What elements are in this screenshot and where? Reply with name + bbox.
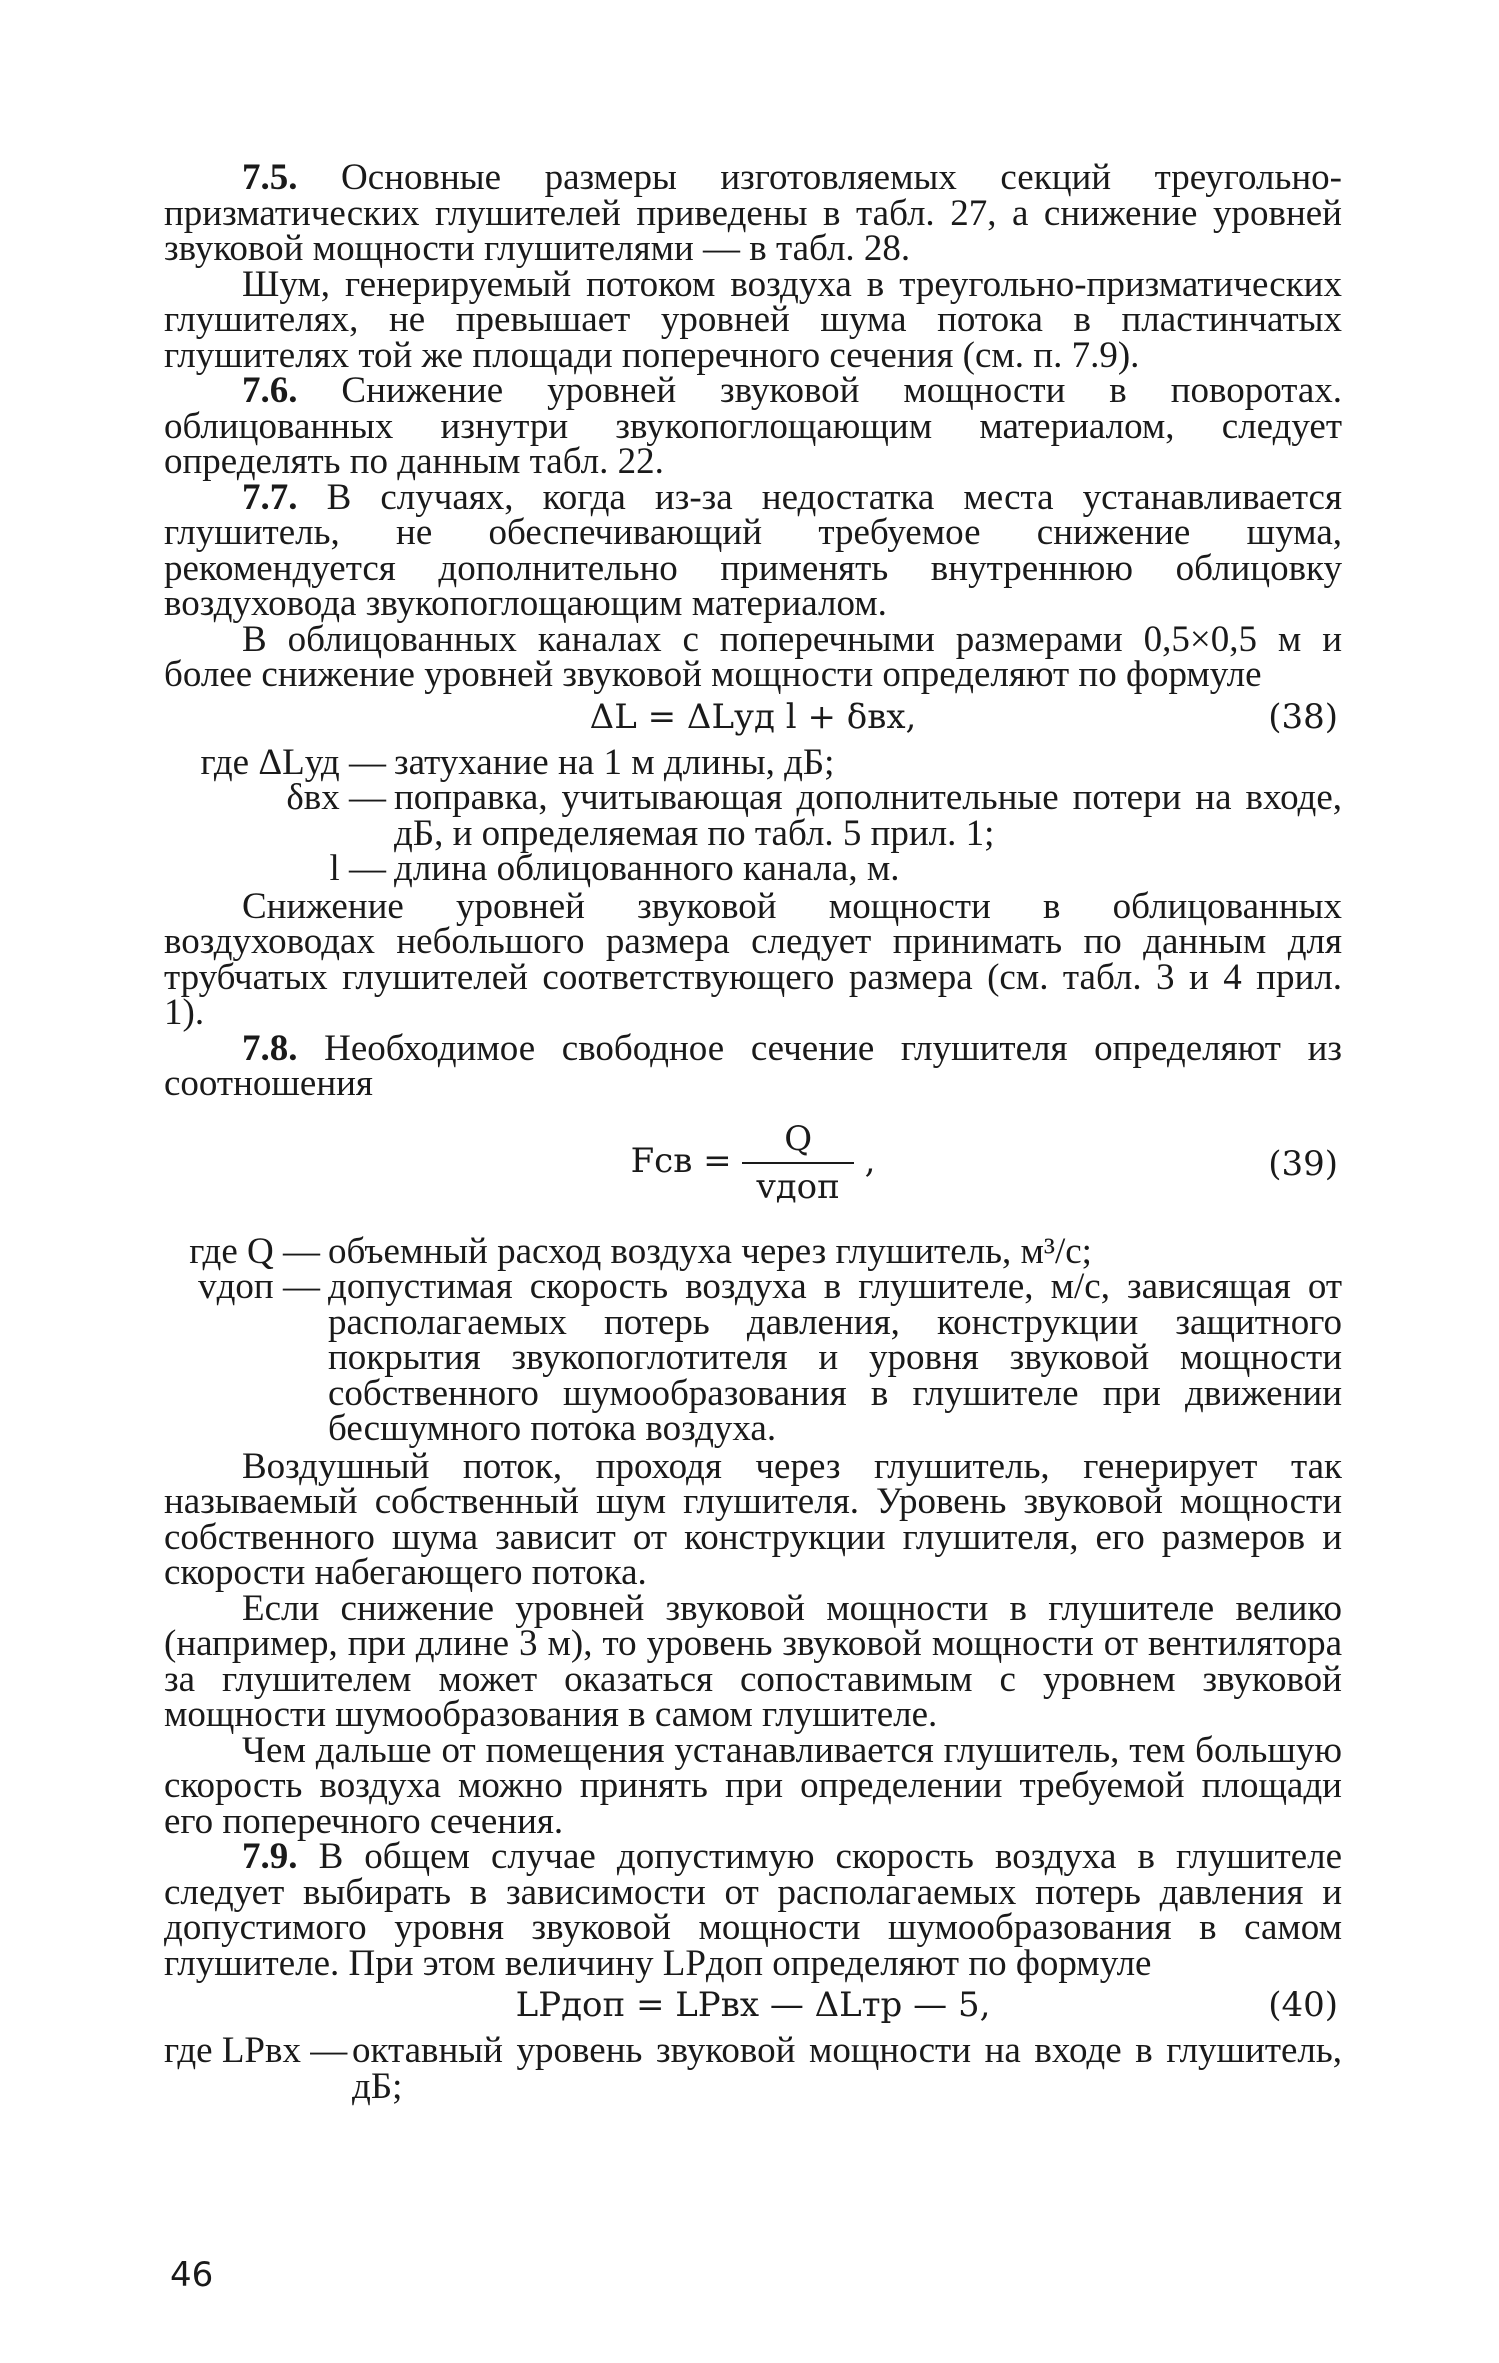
paragraph-text: Основные размеры изготовляемых секций треугольно-призматических глушителей приведены в табл. 27, а снижение уровней звуковой мощности глушителями — в табл. 28. bbox=[164, 157, 1342, 269]
paragraph-7-5 bbox=[164, 157, 1342, 269]
paragraph-text: В общем случае допустимую скорость воздуха в глушителе следует выбирать в зависимости от располагаемых потерь давления и допустимого уровня звуковой мощности шумообразования в самом глушителе. При этом величину LPдоп определяют по формуле bbox=[164, 1836, 1343, 1984]
definition-symbol: vдоп — bbox=[198, 1266, 320, 1307]
page-number: 46 bbox=[170, 2255, 214, 2295]
formula-expression: LPдоп = LPвх — ΔLтр — 5, bbox=[515, 1985, 991, 2025]
definition-row bbox=[164, 777, 1342, 854]
paragraph-self-noise: Воздушный поток, проходя через глушитель, генерирует так называемый собственный шум глушителя. Уровень звуковой мощности собственного шума зависит от конструкции глушителя, его размеров и скорости набегающего потока. bbox=[164, 1445, 1342, 1593]
formula-expression bbox=[164, 1116, 1342, 1210]
definition-text: допустимая скорость воздуха в глушителе, м/с, зависящая от располагаемых потерь давления, конструкции защитного покрытия звукопоглотителя и уровня звуковой мощности собственного шумообразования в глушителе при движении бесшумного потока воздуха. bbox=[328, 1266, 1342, 1449]
paragraph-small-ducts: Снижение уровней звуковой мощности в облицованных воздуховодах небольшого размера следует принимать по данным для трубчатых глушителей соответствующего размера (см. табл. 3 и 4 прил. 1). bbox=[164, 885, 1342, 1033]
paragraph-attenuation-large: Если снижение уровней звуковой мощности в глушителе велико (например, при длине 3 м), то уровень звуковой мощности от вентилятора за глушителем может оказаться сопоставимым с уровнем звуковой мощности шумообразования в самом глушителе. bbox=[164, 1587, 1342, 1735]
definition-symbol: где Q — bbox=[189, 1230, 320, 1272]
formula-number: (39) bbox=[1268, 1143, 1338, 1184]
paragraph-7-9 bbox=[164, 1836, 1343, 1984]
definition-symbol: где LPвх — bbox=[164, 2030, 348, 2071]
section-number: 7.6. bbox=[242, 370, 298, 411]
definitions-39 bbox=[164, 1230, 1342, 1449]
definition-row bbox=[164, 741, 1342, 783]
formula-fraction bbox=[742, 1116, 853, 1210]
text-column bbox=[164, 157, 1343, 2107]
paragraph-7-6 bbox=[164, 370, 1343, 482]
definition-text: поправка, учитывающая дополнительные потери на входе, дБ, и определяемая по табл. 5 прил. 1; bbox=[394, 777, 1342, 854]
formula-39 bbox=[164, 1102, 1342, 1230]
definition-text: затухание на 1 м длины, дБ; bbox=[394, 741, 835, 783]
formula-40 bbox=[164, 1981, 1342, 2029]
section-number: 7.8. bbox=[242, 1027, 298, 1069]
paragraph-text: Снижение уровней звуковой мощности в поворотах. облицованных изнутри звукопоглощающим материалом, следует определять по данным табл. 22. bbox=[164, 370, 1343, 482]
definition-symbol: l — bbox=[329, 848, 386, 889]
formula-left: Fсв = bbox=[630, 1140, 732, 1181]
definition-symbol: где ΔLуд — bbox=[200, 741, 386, 783]
paragraph-distance: Чем дальше от помещения устанавливается глушитель, тем большую скорость воздуха можно принять при определении требуемой площади его поперечного сечения. bbox=[164, 1729, 1342, 1842]
definition-text: объемный расход воздуха через глушитель, м³/с; bbox=[328, 1230, 1092, 1272]
formula-number: (38) bbox=[1268, 696, 1338, 737]
paragraph-lined-channels: В облицованных каналах с поперечными размерами 0,5×0,5 м и более снижение уровней звуковой мощности определяют по формуле bbox=[164, 618, 1342, 695]
definition-row bbox=[164, 1230, 1342, 1272]
definition-symbol: δвх — bbox=[286, 777, 386, 818]
definitions-38 bbox=[164, 741, 1342, 889]
definition-row bbox=[164, 848, 1342, 889]
paragraph-text: В случаях, когда из-за недостатка места устанавливается глушитель, не обеспечивающий требуемое снижение шума, рекомендуется дополнительно применять внутреннюю облицовку воздуховода звукопоглощающим материалом. bbox=[164, 476, 1342, 624]
definition-text: длина облицованного канала, м. bbox=[394, 848, 900, 889]
definitions-40 bbox=[164, 2030, 1342, 2107]
formula-denominator: vдоп bbox=[756, 1166, 840, 1207]
definition-text: октавный уровень звуковой мощности на входе в глушитель, дБ; bbox=[352, 2030, 1342, 2107]
paragraph-text: Необходимое свободное сечение глушителя определяют из соотношения bbox=[164, 1027, 1342, 1104]
section-number: 7.9. bbox=[242, 1836, 298, 1877]
section-number: 7.5. bbox=[242, 157, 298, 198]
formula-38 bbox=[164, 693, 1342, 741]
paragraph-noise-triangular: Шум, генерируемый потоком воздуха в треугольно-призматических глушителях, не превышает уровней шума потока в пластинчатых глушителях той же площади поперечного сечения (см. п. 7.9). bbox=[164, 263, 1342, 376]
definition-row bbox=[164, 1266, 1342, 1449]
definition-row bbox=[164, 2030, 1342, 2107]
paragraph-7-8 bbox=[164, 1027, 1342, 1104]
section-number: 7.7. bbox=[242, 476, 298, 518]
formula-numerator: Q bbox=[742, 1116, 853, 1164]
paragraph-7-7 bbox=[164, 476, 1342, 624]
formula-number: (40) bbox=[1268, 1985, 1338, 2025]
formula-tail: , bbox=[864, 1140, 876, 1181]
formula-expression: ΔL = ΔLуд l + δвх, bbox=[589, 696, 917, 737]
